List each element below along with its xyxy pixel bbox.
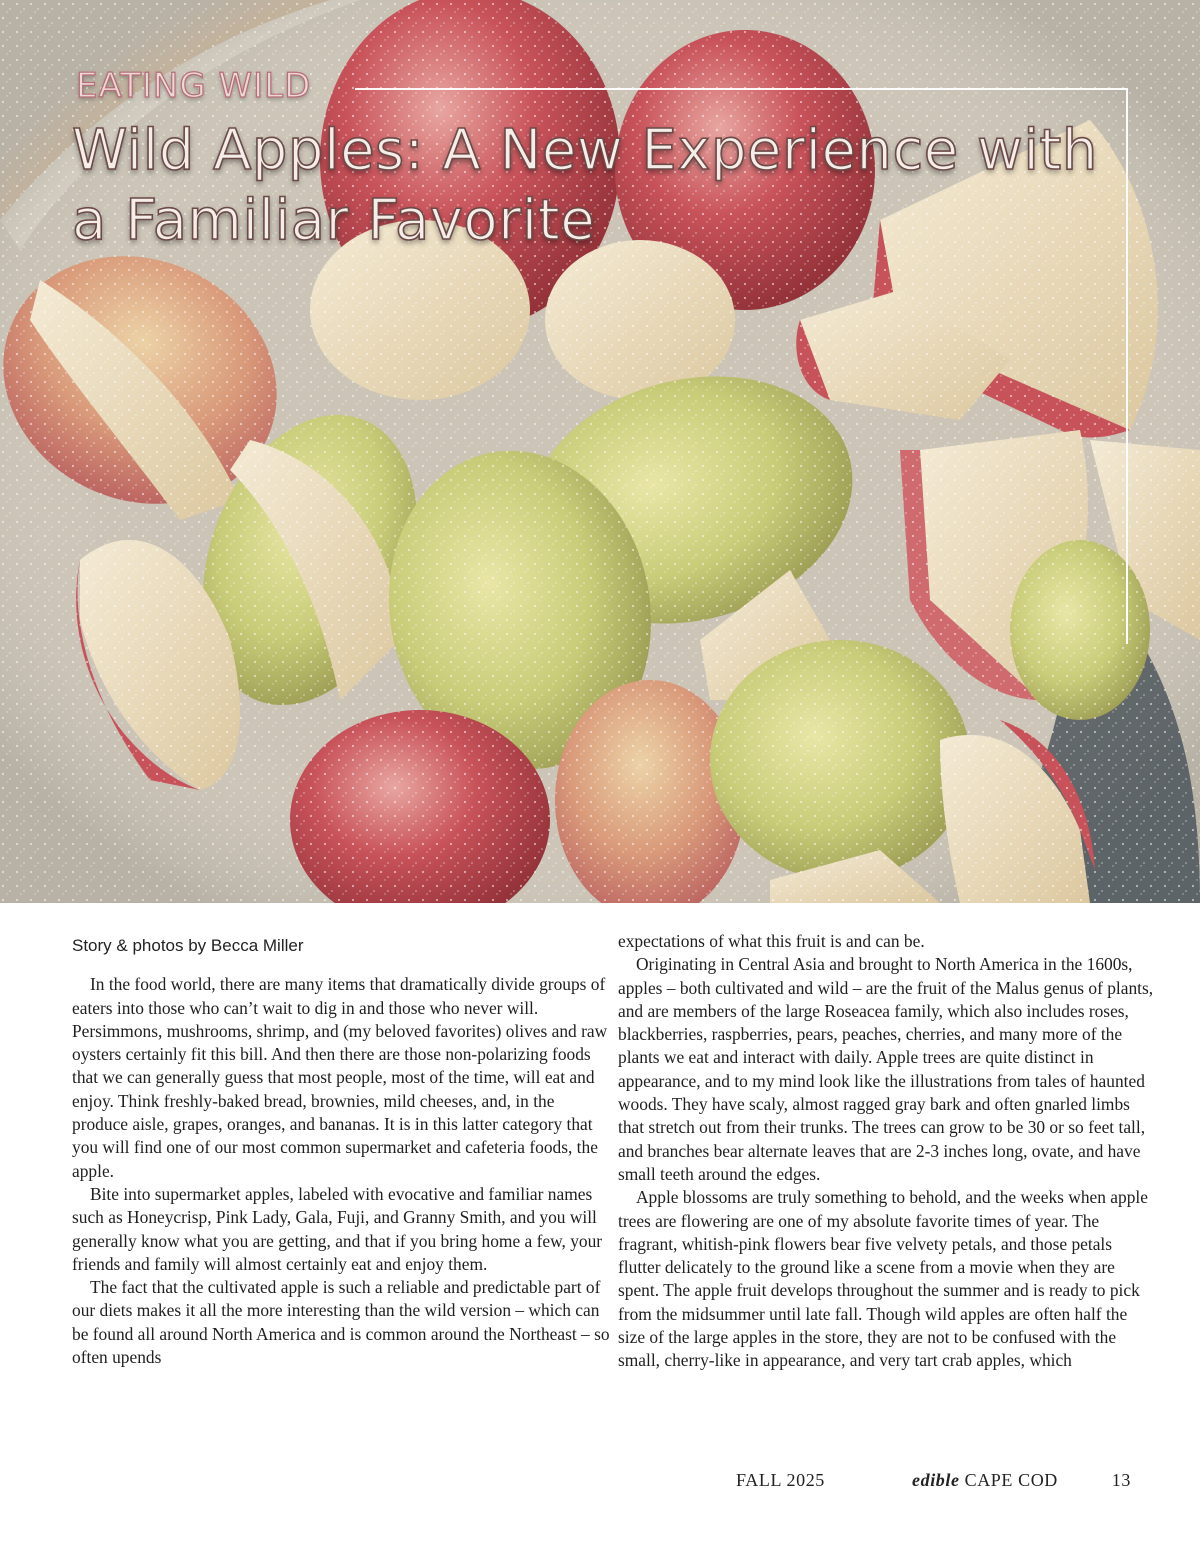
paragraph-continuation: expectations of what this fruit is and can be.: [618, 931, 925, 951]
section-kicker: EATING WILD: [76, 66, 312, 106]
article-column-left: [72, 930, 612, 1369]
publication-name: CAPE COD: [964, 1470, 1058, 1490]
paragraph: Originating in Central Asia and brought to North America in the 1600s, apples – both cultivated and wild – are the fruit of the Malus genus of plants, and are members of the large Roseacea family, which also includes roses, blackberries, raspberries, pears, peaches, cherries, and many more of the plants we eat and interact with daily. Apple trees are quite distinct in appearance, and to my mind look like the illustrations from tales of haunted woods. They have scaly, almost ragged gray bark and often gnarled limbs that stretch out from their trunks. The trees can grow to be 30 or so feet tall, and branches bear alternate leaves that are 2-3 inches long, ovate, and have small teeth around the edges.: [618, 954, 1154, 1184]
paragraph: Bite into supermarket apples, labeled with evocative and familiar names such as Honeycrisp, Pink Lady, Gala, Fuji, and Granny Smith, and you will generally know what you are getting, and that if you bring home a few, your friends and family will almost certainly eat and enjoy them.: [72, 1183, 603, 1274]
paragraph: The fact that the cultivated apple is such a reliable and predictable part of our diets makes it all the more interesting than the wild version – which can be found all around North America and is common around the Northeast – so often upends: [72, 1277, 610, 1368]
paragraph: In the food world, there are many items that dramatically divide groups of eaters into those who can’t wait to dig in and those who never will. Persimmons, mushrooms, shrimp, and (my beloved favorites) olives and raw oysters certainly fit this bill. And then there are those non-polarizing foods that we can generally guess that most people, most of the time, will eat and enjoy. Think freshly-baked bread, brownies, mild cheeses, and, in the produce aisle, grapes, oranges, and bananas. It is in this latter category that you will find one of our most common supermarket and cafeteria foods, the apple.: [72, 974, 608, 1181]
article-title: Wild Apples: A New Experience with a Familiar Favorite: [72, 118, 1098, 253]
paragraph: Apple blossoms are truly something to behold, and the weeks when apple trees are flowering are one of my absolute favorite times of year. The fragrant, whitish-pink flowers bear five velvety petals, and those petals flutter delicately to the ground like a scene from a movie when they are spent. The apple fruit develops throughout the summer and is ready to pick from the midsummer until late fall. Though wild apples are often half the size of the large apples in the store, they are not to be confused with the small, cherry-like in appearance, and very tart crab apples, which: [618, 1187, 1148, 1371]
publication-name-italic: edible: [912, 1470, 960, 1490]
page-number: 13: [1111, 1470, 1131, 1490]
article-column-right: [618, 930, 1158, 1373]
issue-label: FALL 2025: [736, 1470, 825, 1490]
page-footer: [736, 1470, 1131, 1491]
byline: Story & photos by Becca Miller: [72, 936, 304, 955]
